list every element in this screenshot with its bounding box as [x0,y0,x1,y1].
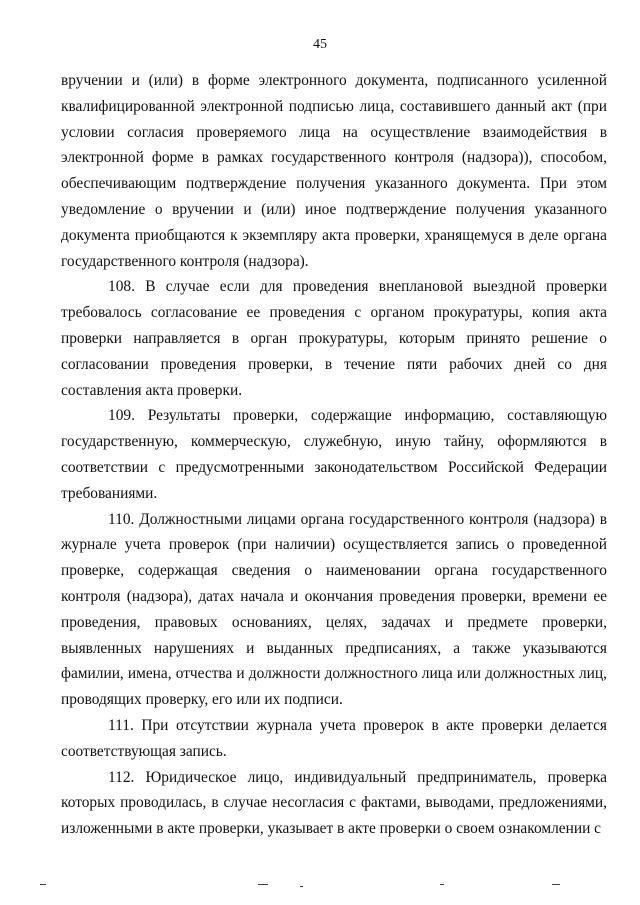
paragraph-continuation: вручении и (или) в форме электронного документа, подписанного усиленной квалифицированной электронной подписью лица, составившего данный акт (при условии согласия проверяемого лица на осуществление взаимодействия в электронной форме в рамках государственного контроля (надзора)), способом, обеспечивающим подтверждение получения указанного документа. При этом уведомление о вручении и (или) иное подтверждение получения указанного документа приобщаются к экземпляру акта проверки, хранящемуся в деле органа государственного контроля (надзора). [61,72,607,270]
paragraph-111: 111. При отсутствии журнала учета проверок в акте проверки делается соответствующая запись. [61,716,607,760]
scan-artifact [552,884,560,885]
document-body [61,68,607,842]
scan-artifact [40,884,46,885]
scan-artifact [300,886,303,887]
scan-artifact [258,884,268,885]
paragraph-112: 112. Юридическое лицо, индивидуальный предприниматель, проверка которых проводилась, в случае несогласия с фактами, выводами, предложениями, изложенными в акте проверки, указывает в акте проверки о своем ознакомлении с [61,768,607,838]
paragraph-109: 109. Результаты проверки, содержащие информацию, составляющую государственную, коммерческую, служебную, иную тайну, оформляются в соответствии с предусмотренными законодательством Российской Федерации требованиями. [61,407,607,502]
paragraph-110: 110. Должностными лицами органа государственного контроля (надзора) в журнале учета проверок (при наличии) осуществляется запись о проведенной проверке, содержащая сведения о наименовании органа государственного контроля (надзора), датах начала и окончания проведения проверки, времени ее проведения, правовых основаниях, целях, задачах и предмете проверки, выявленных нарушениях и выданных предписаниях, а также указываются фамилии, имена, отчества и должности должностного лица или должностных лиц, проводящих проверку, его или их подписи. [61,510,607,709]
paragraph-108: 108. В случае если для проведения внеплановой выездной проверки требовалось согласование ее проведения с органом прокуратуры, копия акта проверки направляется в орган прокуратуры, которым принято решение о согласовании проведения проверки, в течение пяти рабочих дней со дня составления акта проверки. [61,278,607,399]
page-number: 45 [313,37,327,52]
scan-artifact [440,884,444,885]
